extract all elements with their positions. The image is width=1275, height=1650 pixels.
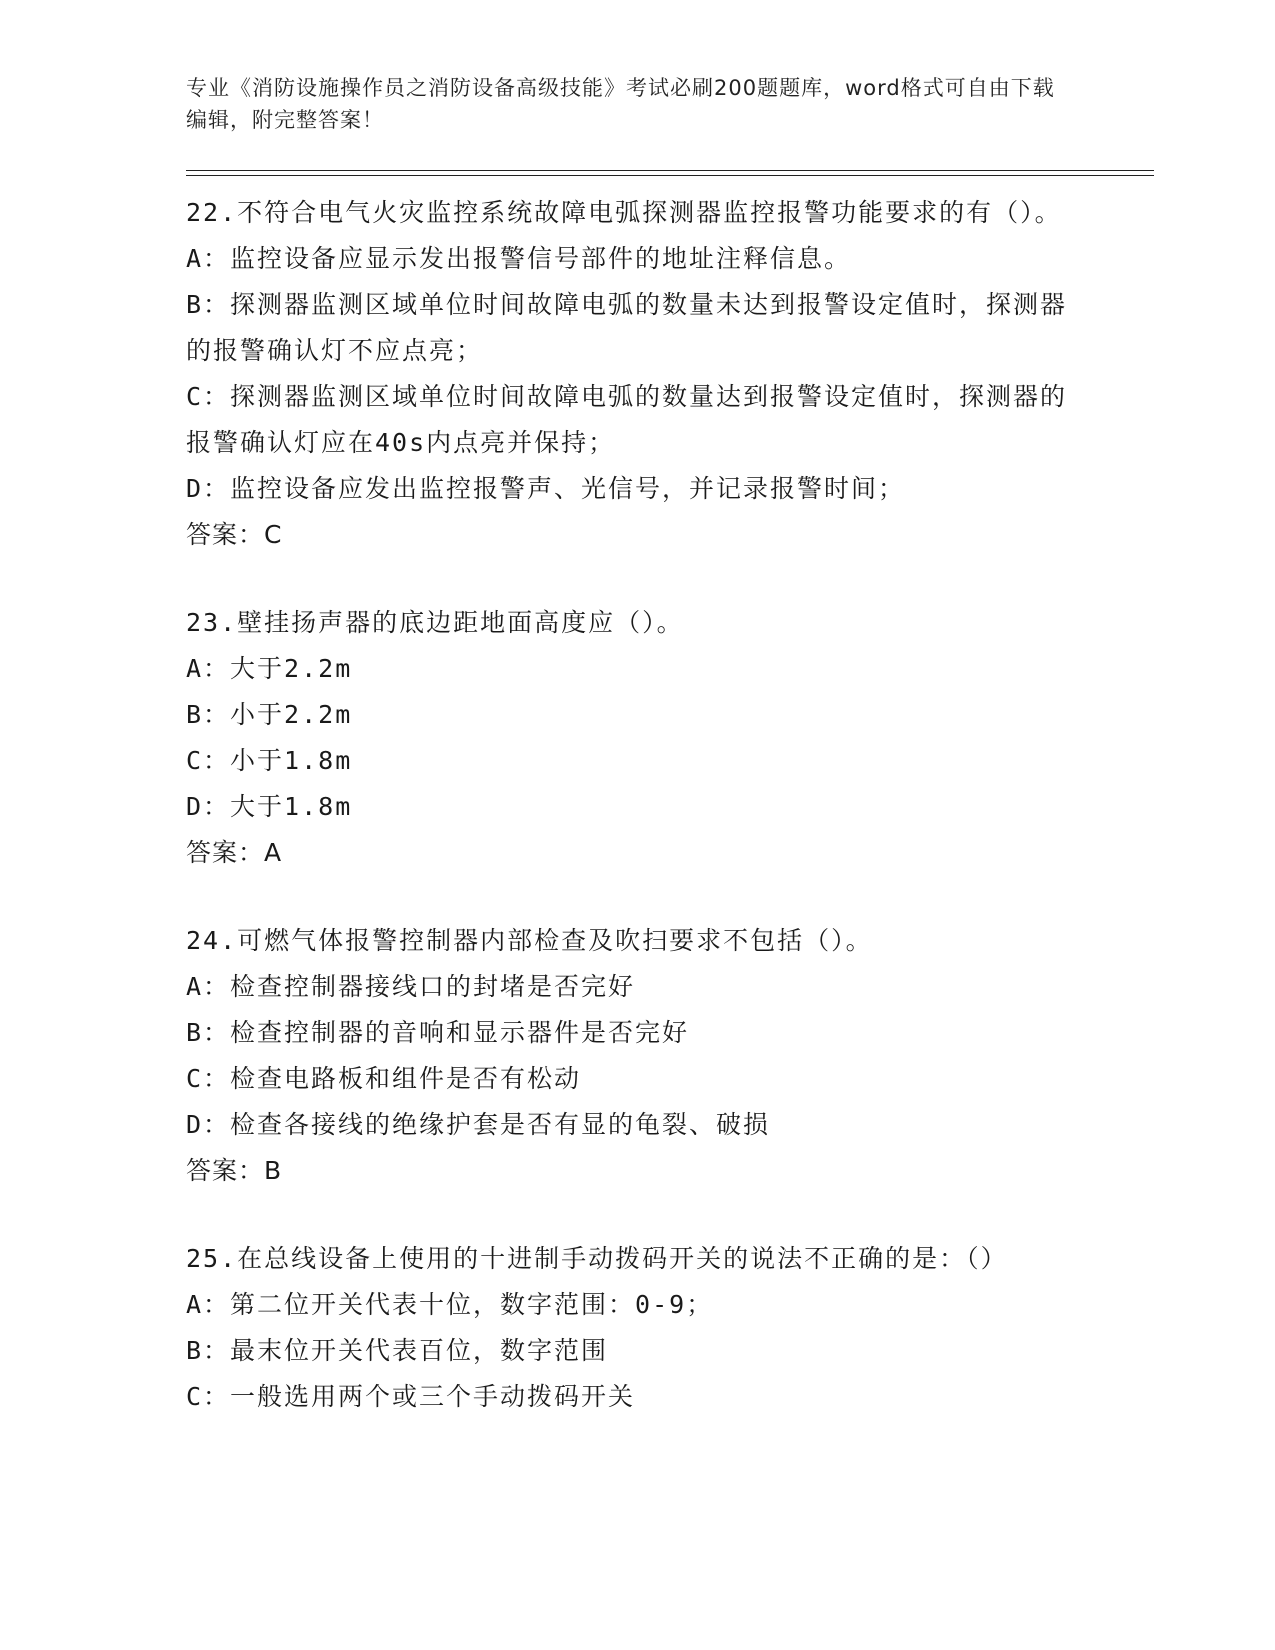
question-23 xyxy=(186,600,1086,876)
option-a: A：监控设备应显示发出报警信号部件的地址注释信息。 xyxy=(186,244,852,273)
question-list xyxy=(186,190,1086,1462)
option-b: B：探测器监测区域单位时间故障电弧的数量未达到报警设定值时，探测器的报警确认灯不应点亮； xyxy=(186,290,1068,365)
question-25 xyxy=(186,1236,1086,1420)
option-c: C：探测器监测区域单位时间故障电弧的数量达到报警设定值时，探测器的报警确认灯应在40s内点亮并保持； xyxy=(186,382,1068,457)
option-b: B：小于2.2m xyxy=(186,700,353,729)
header-rule-bottom xyxy=(186,175,1154,176)
question-22 xyxy=(186,190,1086,558)
option-d: D：监控设备应发出监控报警声、光信号，并记录报警时间； xyxy=(186,474,906,503)
document-header: 专业《消防设施操作员之消防设备高级技能》考试必刷200题题库，word格式可自由下载编辑，附完整答案！ xyxy=(186,76,1055,132)
question-stem: 25.在总线设备上使用的十进制手动拨码开关的说法不正确的是：（） xyxy=(186,1244,1008,1273)
question-stem: 24.可燃气体报警控制器内部检查及吹扫要求不包括（）。 xyxy=(186,926,873,955)
question-24 xyxy=(186,918,1086,1194)
question-stem: 22.不符合电气火灾监控系统故障电弧探测器监控报警功能要求的有（）。 xyxy=(186,198,1062,227)
header-rule-top xyxy=(186,170,1154,171)
option-c: C：检查电路板和组件是否有松动 xyxy=(186,1064,582,1093)
option-a: A：第二位开关代表十位，数字范围：0-9； xyxy=(186,1290,714,1319)
question-stem: 23.壁挂扬声器的底边距地面高度应（）。 xyxy=(186,608,684,637)
answer: 答案：A xyxy=(186,838,283,867)
option-a: A：检查控制器接线口的封堵是否完好 xyxy=(186,972,636,1001)
answer: 答案：C xyxy=(186,520,283,549)
option-d: D：大于1.8m xyxy=(186,792,353,821)
option-c: C：小于1.8m xyxy=(186,746,353,775)
option-b: B：最末位开关代表百位，数字范围 xyxy=(186,1336,609,1365)
option-a: A：大于2.2m xyxy=(186,654,353,683)
option-c: C：一般选用两个或三个手动拨码开关 xyxy=(186,1382,636,1411)
option-d: D：检查各接线的绝缘护套是否有显的龟裂、破损 xyxy=(186,1110,771,1139)
option-b: B：检查控制器的音响和显示器件是否完好 xyxy=(186,1018,690,1047)
answer: 答案：B xyxy=(186,1156,283,1185)
